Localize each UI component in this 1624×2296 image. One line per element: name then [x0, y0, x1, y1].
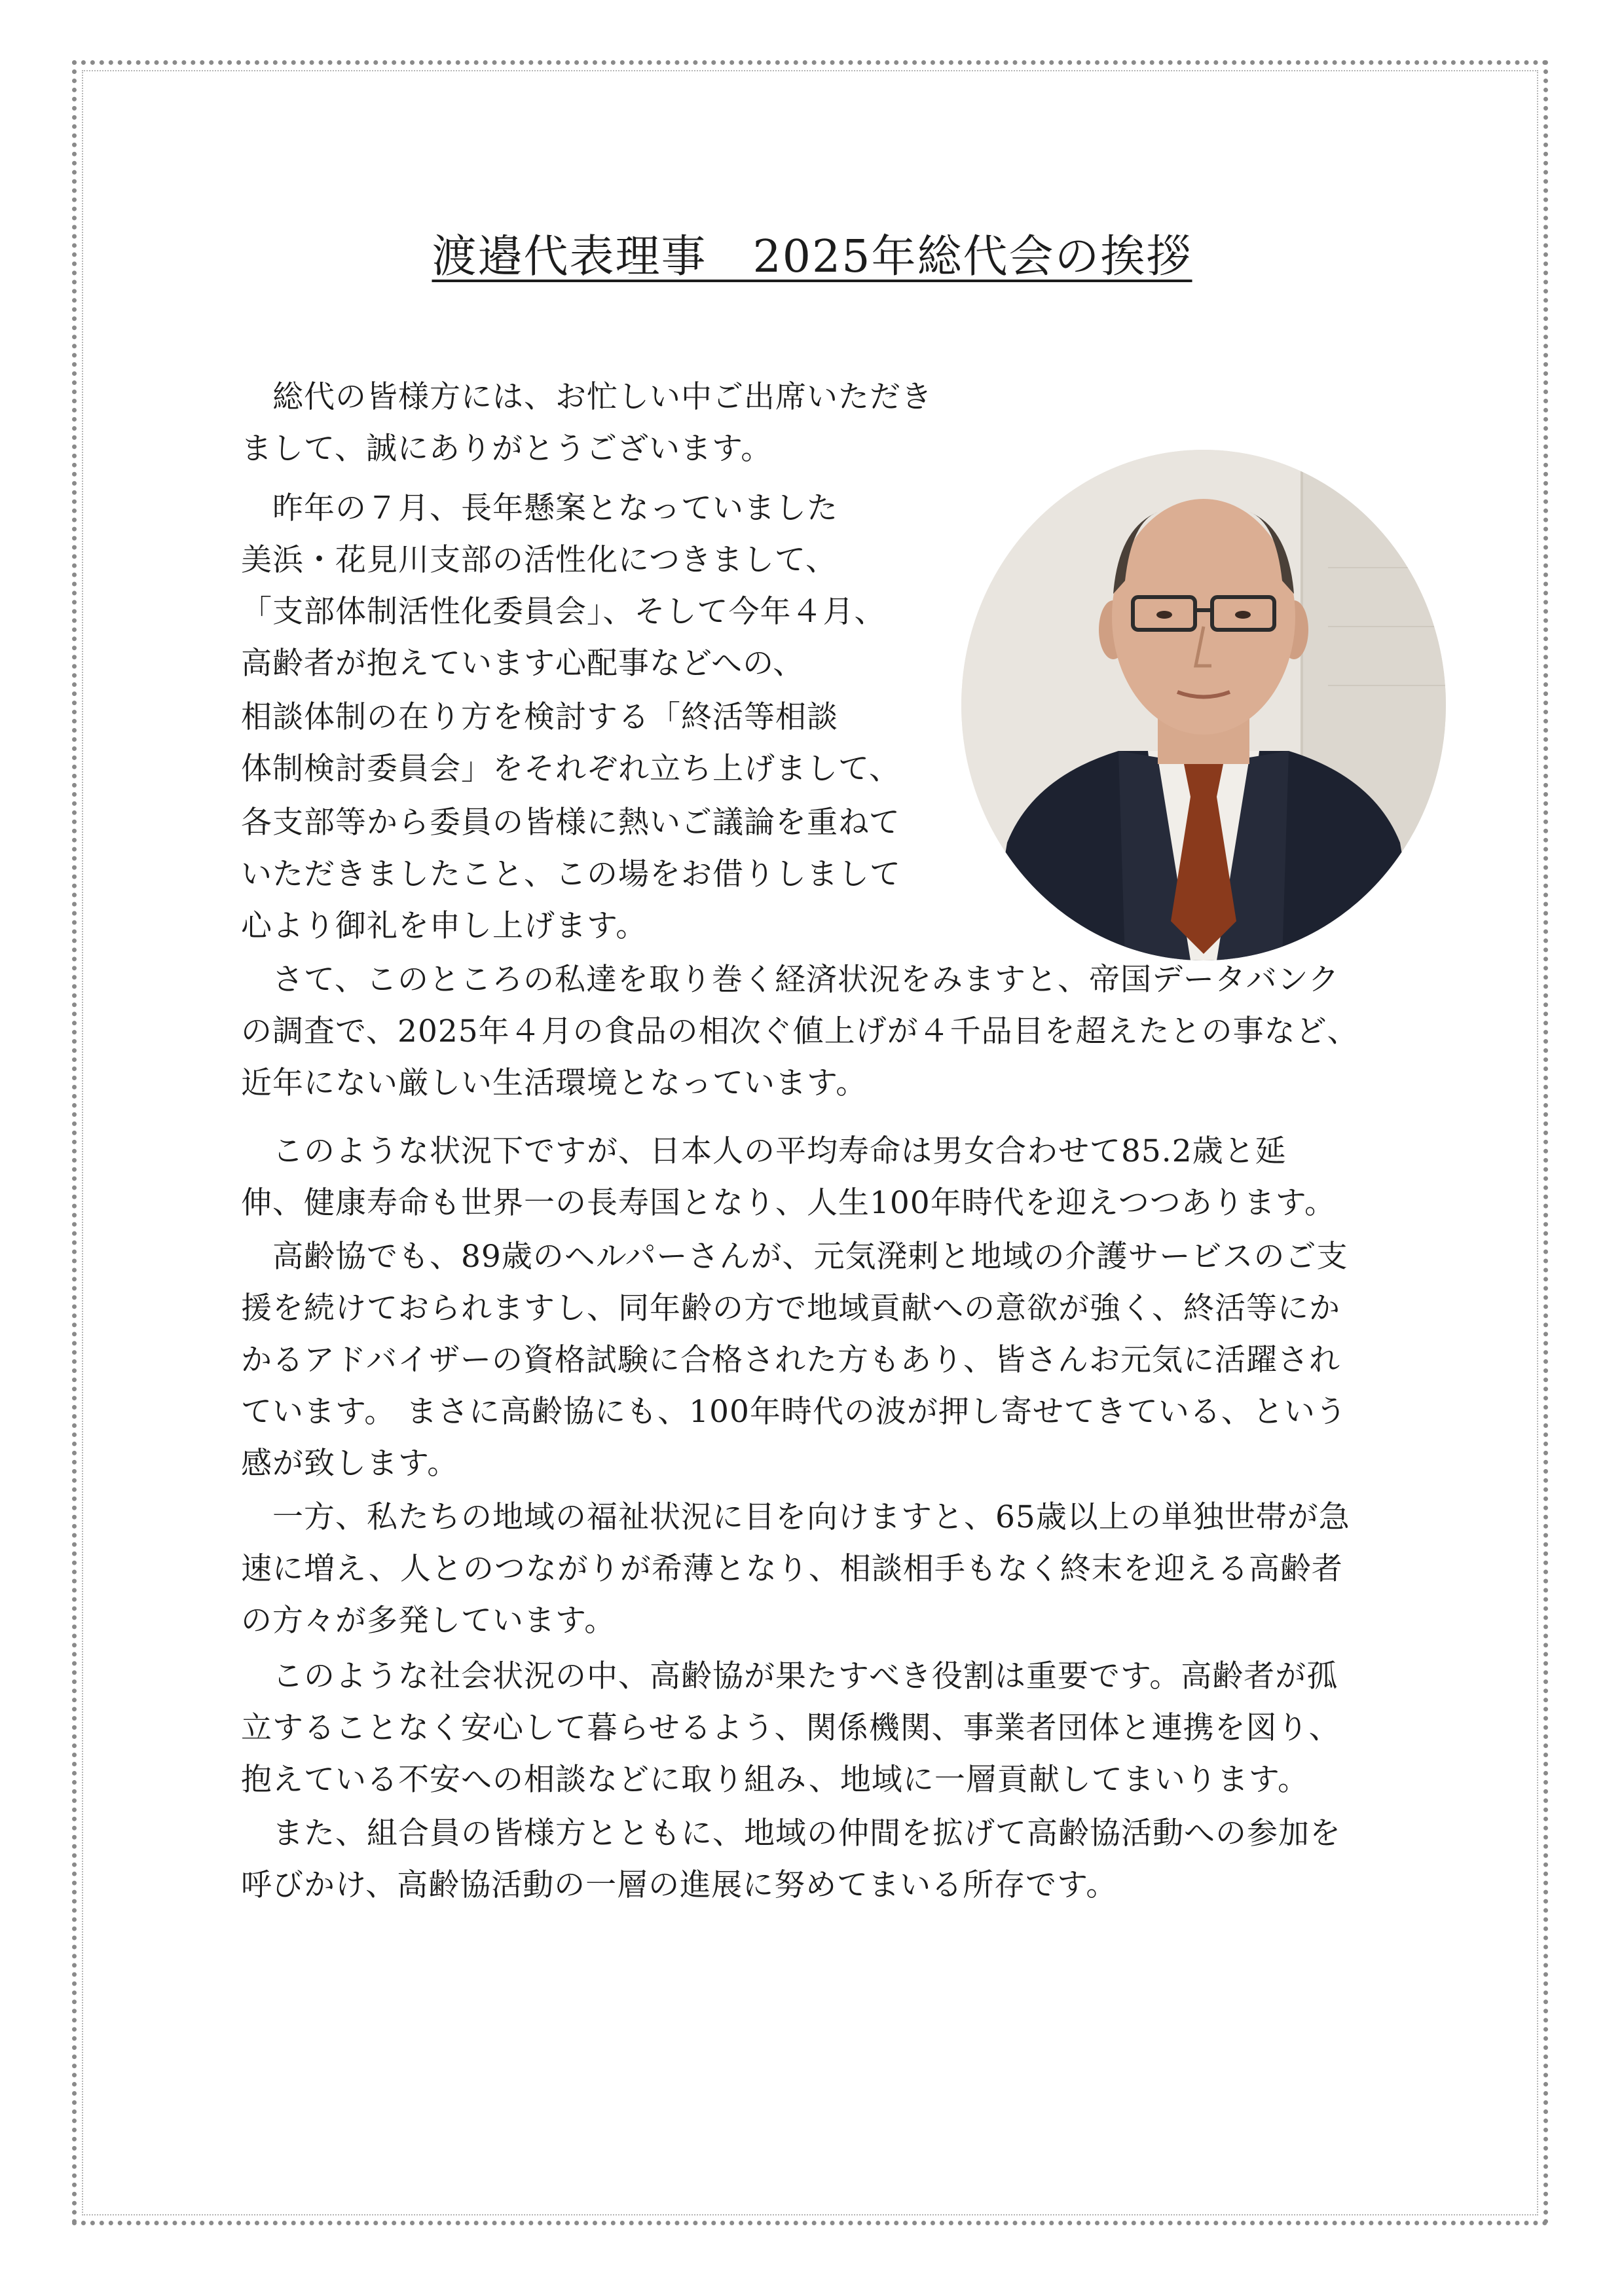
body-line: かるアドバイザーの資格試験に合格された方もあり、皆さんお元気に活躍され — [241, 1342, 1341, 1378]
body-line: 速に増え、人とのつながりが希薄となり、相談相手もなく終末を迎える高齢者 — [241, 1551, 1343, 1587]
body-line: 一方、私たちの地域の福祉状況に目を向けますと、65歳以上の単独世帯が急 — [241, 1499, 1350, 1535]
body-line: このような社会状況の中、高齢協が果たすべき役割は重要です。高齢者が孤 — [241, 1658, 1338, 1694]
body-line: 立することなく安心して暮らせるよう、関係機関、事業者団体と連携を図り、 — [241, 1710, 1340, 1746]
body-line: さて、このところの私達を取り巻く経済状況をみますと、帝国データバンク — [241, 962, 1340, 998]
body-line: 美浜・花見川支部の活性化につきまして、 — [241, 542, 838, 578]
body-line: の方々が多発しています。 — [241, 1603, 616, 1639]
body-line: まして、誠にありがとうございます。 — [241, 431, 773, 467]
body-line: ています。 まさに高齢協にも、100年時代の波が押し寄せてきている、という — [241, 1394, 1347, 1430]
body-line: 伸、健康寿命も世界一の長寿国となり、人生100年時代を迎えつつあります。 — [241, 1185, 1337, 1221]
body-line: 心より御礼を申し上げます。 — [241, 908, 648, 944]
body-line: 感が致します。 — [241, 1446, 459, 1482]
body-line: このような状況下ですが、日本人の平均寿命は男女合わせて85.2歳と延 — [241, 1133, 1287, 1169]
body-line: 近年にない厳しい生活環境となっています。 — [241, 1065, 868, 1101]
body-line: 呼びかけ、高齢協活動の一層の進展に努めてまいる所存です。 — [241, 1867, 1118, 1903]
body-line: 高齢協でも、89歳のヘルパーさんが、元気溌剌と地域の介護サービスのご支 — [241, 1239, 1348, 1275]
portrait-illustration — [961, 450, 1446, 960]
body-line: 総代の皆様方には、お忙しい中ご出席いただき — [241, 379, 932, 415]
body-line: 体制検討委員会」をそれぞれ立ち上げまして、 — [241, 751, 901, 787]
body-line: 高齢者が抱えています心配事などへの、 — [241, 646, 805, 682]
page-title: 渡邉代表理事 2025年総代会の挨拶 — [432, 231, 1192, 283]
body-line: また、組合員の皆様方とともに、地域の仲間を拡げて高齢協活動への参加を — [241, 1815, 1341, 1851]
body-line: 相談体制の在り方を検討する「終活等相談 — [241, 699, 838, 735]
body-line: の調査で、2025年４月の食品の相次ぐ値上げが４千品目を超えたとの事など、 — [241, 1013, 1359, 1049]
body-line: 各支部等から委員の皆様に熱いご議論を重ねて — [241, 805, 900, 841]
body-line: 抱えている不安への相談などに取り組み、地域に一層貢献してまいります。 — [241, 1762, 1310, 1798]
body-line: 昨年の７月、長年懸案となっていました — [241, 490, 838, 526]
body-line: 「支部体制活性化委員会」、そして今年４月、 — [241, 594, 886, 630]
portrait-photo — [961, 450, 1446, 960]
body-line: いただきましたこと、この場をお借りしまして — [241, 856, 901, 892]
body-line: 援を続けておられますし、同年齢の方で地域貢献への意欲が強く、終活等にか — [241, 1290, 1341, 1326]
